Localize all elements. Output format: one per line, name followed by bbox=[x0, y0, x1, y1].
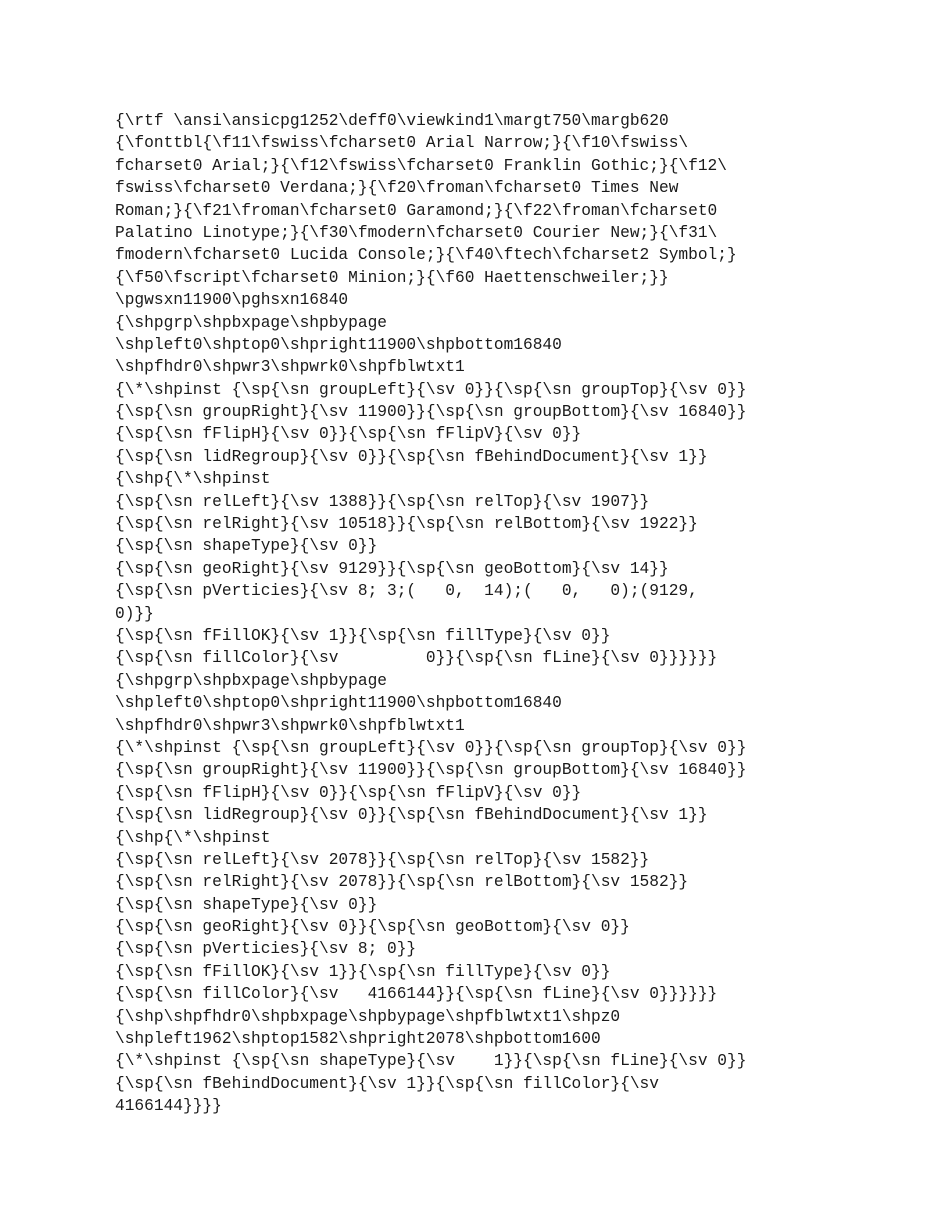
code-line: \shpleft0\shptop0\shpright11900\shpbottom16840 bbox=[115, 694, 562, 713]
code-line: \shpleft1962\shptop1582\shpright2078\shpbottom1600 bbox=[115, 1030, 601, 1049]
code-line: {\sp{\sn relLeft}{\sv 2078}}{\sp{\sn relTop}{\sv 1582}} bbox=[115, 850, 650, 869]
code-line: {\sp{\sn pVerticies}{\sv 8; 0}} bbox=[115, 940, 417, 959]
code-line: \shpfhdr0\shpwr3\shpwrk0\shpfblwtxt1 bbox=[115, 716, 465, 735]
code-line: {\fonttbl{\f11\fswiss\fcharset0 Arial Narrow;}{\f10\fswiss\ bbox=[115, 134, 689, 153]
code-line: {\sp{\sn shapeType}{\sv 0}} bbox=[115, 537, 378, 556]
code-line: {\shp{\*\shpinst bbox=[115, 470, 271, 489]
code-line: {\sp{\sn groupRight}{\sv 11900}}{\sp{\sn groupBottom}{\sv 16840}} bbox=[115, 761, 747, 780]
code-line: fswiss\fcharset0 Verdana;}{\f20\froman\fcharset0 Times New bbox=[115, 179, 679, 198]
code-line: Roman;}{\f21\froman\fcharset0 Garamond;}{\f22\froman\fcharset0 bbox=[115, 201, 718, 220]
code-line: \shpfhdr0\shpwr3\shpwrk0\shpfblwtxt1 bbox=[115, 358, 465, 377]
code-line: {\sp{\sn fillColor}{\sv 4166144}}{\sp{\sn fLine}{\sv 0}}}}}} bbox=[115, 985, 718, 1004]
code-line: {\sp{\sn fFlipH}{\sv 0}}{\sp{\sn fFlipV}{\sv 0}} bbox=[115, 425, 582, 444]
code-line: \shpleft0\shptop0\shpright11900\shpbottom16840 bbox=[115, 335, 562, 354]
code-line: fmodern\fcharset0 Lucida Console;}{\f40\ftech\fcharset2 Symbol;} bbox=[115, 246, 737, 265]
code-line: {\sp{\sn shapeType}{\sv 0}} bbox=[115, 895, 378, 914]
code-line: {\shpgrp\shpbxpage\shpbypage bbox=[115, 313, 387, 332]
code-line: 0)}} bbox=[115, 604, 154, 623]
code-line: {\sp{\sn geoRight}{\sv 9129}}{\sp{\sn geoBottom}{\sv 14}} bbox=[115, 559, 669, 578]
code-line: {\*\shpinst {\sp{\sn groupLeft}{\sv 0}}{\sp{\sn groupTop}{\sv 0}} bbox=[115, 380, 747, 399]
rtf-source-text bbox=[115, 110, 915, 1118]
code-line: {\sp{\sn geoRight}{\sv 0}}{\sp{\sn geoBottom}{\sv 0}} bbox=[115, 918, 630, 937]
code-line: {\shp{\*\shpinst bbox=[115, 828, 271, 847]
code-line: {\*\shpinst {\sp{\sn groupLeft}{\sv 0}}{\sp{\sn groupTop}{\sv 0}} bbox=[115, 738, 747, 757]
code-line: \pgwsxn11900\pghsxn16840 bbox=[115, 291, 349, 310]
code-line: {\*\shpinst {\sp{\sn shapeType}{\sv 1}}{\sp{\sn fLine}{\sv 0}} bbox=[115, 1052, 747, 1071]
code-line: Palatino Linotype;}{\f30\fmodern\fcharset0 Courier New;}{\f31\ bbox=[115, 223, 718, 242]
code-line: {\sp{\sn lidRegroup}{\sv 0}}{\sp{\sn fBehindDocument}{\sv 1}} bbox=[115, 806, 708, 825]
code-line: {\sp{\sn fFillOK}{\sv 1}}{\sp{\sn fillType}{\sv 0}} bbox=[115, 962, 611, 981]
code-line: {\sp{\sn groupRight}{\sv 11900}}{\sp{\sn groupBottom}{\sv 16840}} bbox=[115, 403, 747, 422]
code-line: {\sp{\sn fFlipH}{\sv 0}}{\sp{\sn fFlipV}{\sv 0}} bbox=[115, 783, 582, 802]
code-line: {\sp{\sn relRight}{\sv 2078}}{\sp{\sn relBottom}{\sv 1582}} bbox=[115, 873, 689, 892]
code-line: {\sp{\sn pVerticies}{\sv 8; 3;( 0, 14);( 0, 0);(9129, bbox=[115, 582, 698, 601]
code-line: 4166144}}}} bbox=[115, 1097, 222, 1116]
code-line: {\rtf \ansi\ansicpg1252\deff0\viewkind1\margt750\margb620 bbox=[115, 112, 669, 130]
code-line: {\sp{\sn lidRegroup}{\sv 0}}{\sp{\sn fBehindDocument}{\sv 1}} bbox=[115, 447, 708, 466]
code-line: {\f50\fscript\fcharset0 Minion;}{\f60 Haettenschweiler;}} bbox=[115, 268, 669, 287]
code-line: fcharset0 Arial;}{\f12\fswiss\fcharset0 Franklin Gothic;}{\f12\ bbox=[115, 156, 727, 175]
code-line: {\shp\shpfhdr0\shpbxpage\shpbypage\shpfblwtxt1\shpz0 bbox=[115, 1007, 621, 1026]
code-line: {\sp{\sn fillColor}{\sv 0}}{\sp{\sn fLine}{\sv 0}}}}}} bbox=[115, 649, 718, 668]
code-line: {\sp{\sn fBehindDocument}{\sv 1}}{\sp{\sn fillColor}{\sv bbox=[115, 1074, 659, 1093]
code-line: {\sp{\sn fFillOK}{\sv 1}}{\sp{\sn fillType}{\sv 0}} bbox=[115, 626, 611, 645]
code-line: {\sp{\sn relLeft}{\sv 1388}}{\sp{\sn relTop}{\sv 1907}} bbox=[115, 492, 650, 511]
code-line: {\sp{\sn relRight}{\sv 10518}}{\sp{\sn relBottom}{\sv 1922}} bbox=[115, 515, 698, 534]
code-line: {\shpgrp\shpbxpage\shpbypage bbox=[115, 671, 387, 690]
